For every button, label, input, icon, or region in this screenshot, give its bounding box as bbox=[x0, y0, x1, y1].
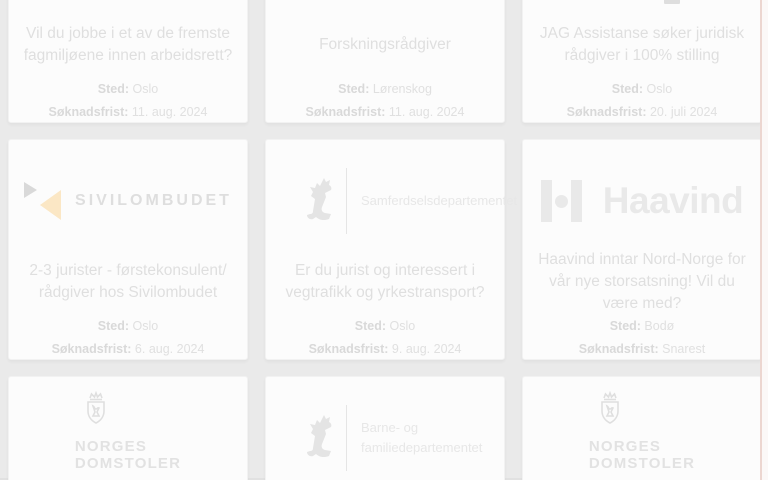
job-meta bbox=[266, 317, 504, 363]
job-location-label: Sted: bbox=[338, 82, 370, 96]
job-location-label: Sted: bbox=[354, 319, 387, 333]
ministry-logo bbox=[266, 405, 504, 471]
job-title: Haavind inntar Nord-Norge for vår nye storsatsning! Vil du være med? bbox=[538, 251, 746, 312]
job-deadline-label: Søknadsfrist: bbox=[51, 342, 132, 356]
job-deadline: Søknadsfrist: 6. aug. 2024 bbox=[51, 342, 205, 356]
norges-domstoler-logo-text-line: DOMSTOLER bbox=[74, 454, 182, 472]
right-edge-accent bbox=[760, 0, 768, 480]
job-meta bbox=[266, 80, 504, 126]
job-deadline-label: Søknadsfrist: bbox=[308, 342, 389, 356]
job-location: Sted: Lørenskog bbox=[338, 82, 432, 96]
job-deadline: Søknadsfrist: 11. aug. 2024 bbox=[305, 105, 465, 119]
ministry-logo-divider bbox=[346, 405, 347, 471]
job-location-label: Sted: bbox=[97, 82, 130, 96]
job-card[interactable] bbox=[265, 139, 518, 360]
ministry-logo-text bbox=[361, 418, 482, 458]
job-card[interactable] bbox=[522, 139, 762, 360]
ministry-logo bbox=[266, 168, 518, 234]
job-deadline: Søknadsfrist: Snarest bbox=[578, 342, 706, 356]
jag-logo-remnant-icon bbox=[664, 0, 680, 4]
ministry-logo-text-line: Samferdselsdepartementet bbox=[361, 193, 518, 208]
norway-lion-crest-icon bbox=[304, 413, 334, 464]
norges-domstoler-logo-text-line: NORGES bbox=[74, 438, 148, 455]
norges-domstoler-crest-icon bbox=[595, 391, 625, 425]
job-location: Sted: Oslo bbox=[97, 319, 159, 333]
job-deadline: Søknadsfrist: 9. aug. 2024 bbox=[308, 342, 462, 356]
job-meta bbox=[523, 317, 761, 363]
job-location-label: Sted: bbox=[611, 82, 644, 96]
job-card[interactable] bbox=[265, 0, 505, 123]
job-card[interactable] bbox=[8, 376, 248, 480]
employer-logo bbox=[523, 154, 761, 248]
job-deadline: Søknadsfrist: 20. juli 2024 bbox=[566, 105, 718, 119]
employer-logo bbox=[523, 391, 761, 480]
ministry-logo-text-line: Barne- og bbox=[361, 420, 419, 435]
job-title: 2-3 jurister - førstekonsulent/ rådgiver hos Sivilombudet bbox=[29, 262, 227, 301]
job-cards-grid bbox=[8, 0, 762, 480]
ministry-logo-text-line: familiedepartementet bbox=[361, 440, 483, 455]
norges-domstoler-logo bbox=[75, 391, 181, 480]
job-location: Sted: Bodø bbox=[609, 319, 675, 333]
norway-lion-crest-icon bbox=[304, 176, 334, 227]
employer-logo bbox=[9, 391, 247, 480]
job-meta bbox=[9, 80, 247, 126]
norges-domstoler-crest-icon bbox=[589, 391, 625, 439]
job-deadline-label: Søknadsfrist: bbox=[566, 105, 647, 119]
norges-domstoler-crest-icon bbox=[75, 391, 111, 439]
job-location: Sted: Oslo bbox=[97, 82, 159, 96]
job-card[interactable] bbox=[522, 376, 762, 480]
sivilombudet-logo-text: SIVILOMBUDET bbox=[75, 192, 232, 209]
job-location: Sted: Oslo bbox=[354, 319, 416, 333]
norges-domstoler-logo-text-line: DOMSTOLER bbox=[588, 454, 696, 472]
norges-domstoler-crest-icon bbox=[81, 391, 111, 425]
job-location: Sted: Oslo bbox=[611, 82, 673, 96]
haavind-h-mark-icon bbox=[541, 180, 582, 222]
sivilombudet-arrows-icon bbox=[24, 182, 61, 220]
employer-logo bbox=[9, 0, 247, 11]
job-meta bbox=[523, 80, 761, 126]
job-deadline-label: Søknadsfrist: bbox=[48, 105, 129, 119]
job-card[interactable] bbox=[522, 0, 762, 123]
job-deadline: Søknadsfrist: 11. aug. 2024 bbox=[48, 105, 208, 119]
haavind-logo-text: Haavind bbox=[602, 180, 744, 221]
job-location-label: Sted: bbox=[609, 319, 641, 333]
job-card[interactable] bbox=[265, 376, 505, 480]
norway-lion-icon bbox=[304, 176, 334, 222]
job-meta bbox=[9, 317, 247, 363]
norway-lion-icon bbox=[304, 413, 334, 459]
ministry-logo-text bbox=[361, 191, 517, 211]
job-location-label: Sted: bbox=[97, 319, 130, 333]
employer-logo bbox=[9, 154, 247, 248]
job-title: JAG Assistanse søker juridisk rådgiver i 100% stilling bbox=[539, 25, 745, 64]
norges-domstoler-logo-text-line: NORGES bbox=[588, 438, 662, 455]
employer-logo bbox=[266, 391, 504, 480]
employer-logo bbox=[266, 154, 518, 248]
job-title: Vil du jobbe i et av de fremste fagmiljøene innen arbeidsrett? bbox=[23, 25, 233, 64]
job-title: Er du jurist og interessert i vegtrafikk og yrkestransport? bbox=[285, 262, 485, 301]
ministry-logo-divider bbox=[346, 168, 347, 234]
job-deadline-label: Søknadsfrist: bbox=[578, 342, 659, 356]
employer-logo bbox=[266, 0, 504, 11]
haavind-logo bbox=[541, 180, 743, 222]
job-card[interactable] bbox=[8, 139, 248, 360]
arrow-left-icon bbox=[40, 190, 61, 220]
job-deadline-label: Søknadsfrist: bbox=[305, 105, 386, 119]
arrow-right-icon bbox=[24, 182, 37, 198]
job-card[interactable] bbox=[8, 0, 248, 123]
norges-domstoler-logo bbox=[589, 391, 695, 480]
job-title: Forskningsrådgiver bbox=[319, 36, 451, 53]
sivilombudet-logo bbox=[24, 182, 232, 220]
